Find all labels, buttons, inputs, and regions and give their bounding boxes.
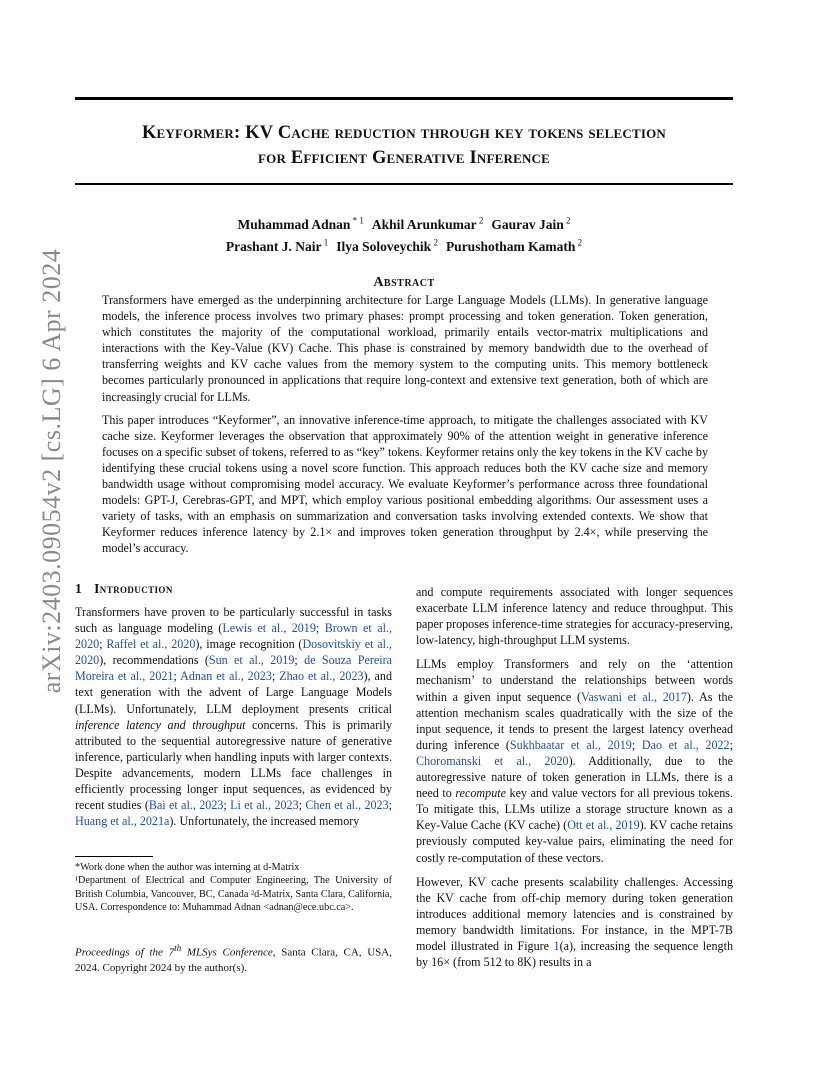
body-text: This paper introduces “Keyformer”, an innovative inference-time approach, to mitigate the challenges associated with KV cache size. Keyformer leverages the observation that approximately 90% of the attention weight in generative inference focuses on a specific subset of tokens, referred to as “key” tokens. Keyformer retains only the key tokens in the KV cache by identifying these crucial tokens using a novel score function. This approach reduces both the KV cache size and memory bandwidth usage without compromising model accuracy. We evaluate Keyformer’s performance across three foundational models: GPT-J, Cerebras-GPT, and MPT, which employ various positional embedding algorithms. Our assessment uses a variety of tasks, with an emphasis on summarization and conversation tasks involving extended contexts. We show that Keyformer reduces inference latency by 2.1× and improves token generation throughput by 2.4×, while preserving the model’s accuracy. [102, 412, 708, 556]
body-text: ), recommendations ( [99, 653, 209, 668]
citation-link[interactable]: Ott et al., 2019 [567, 818, 640, 833]
abstract-heading: Abstract [373, 275, 435, 290]
author [238, 217, 364, 232]
author [226, 239, 328, 254]
right-column-text [416, 584, 733, 978]
citation-link[interactable]: Chen et al., 2023 [305, 798, 389, 813]
paragraph [102, 292, 708, 405]
paragraph [416, 656, 733, 865]
title-line-2 [75, 146, 733, 171]
left-column-text [75, 604, 392, 837]
proceedings-note [75, 941, 392, 976]
proceedings-sup: th [174, 943, 182, 953]
body-text: ). Unfortunately, the increased memory [169, 814, 360, 829]
citation-link[interactable]: Dao et al., 2022 [641, 737, 730, 752]
author-affiliation-mark: 1 [321, 237, 329, 248]
title-line-1 [75, 121, 733, 146]
abstract-body [102, 292, 708, 564]
body-text: ). Additionally, due to the autoregressive nature of token generation in LLMs, there is a need to [416, 753, 733, 801]
body-text: ; [173, 669, 181, 684]
author-row-1 [75, 211, 733, 234]
author-affiliation-mark: * 1 [350, 215, 364, 225]
author-name: Muhammad Adnan [237, 216, 351, 232]
section-number: 1 [75, 581, 83, 596]
body-text: ; [99, 637, 107, 652]
body-text: ), and text generation with the advent of Large Language Models (LLMs). Unfortunately, LLM deployment presents critical [75, 669, 392, 716]
citation-link[interactable]: Sun et al., 2019 [208, 653, 295, 668]
author-name: Ilya Soloveychik [336, 239, 432, 254]
footnote-rule [75, 856, 153, 857]
body-text: However, KV cache presents scalability challenges. Accessing the KV cache from off-chip memory during token generation introduces additional memory latencies and is constrained by memory bandwidth limitations. For instance, in the MPT-7B model illustrated in Figure [416, 874, 733, 953]
title-segment: : [234, 123, 246, 143]
emphasis-text: inference latency and throughput [75, 717, 246, 732]
body-text: ; [298, 798, 306, 813]
body-text: ; [223, 798, 231, 813]
body-text: Transformers have emerged as the underpinning architecture for Large Language Models (LLMs). In generative language models, the inference process involves two primary phases: prompt processing and token generation. Token generation, which constitutes the majority of the computational workload, primarily entails vector-matrix multiplications and interactions with the Key-Value (KV) Cache. This phase is constrained by memory bandwidth due to the overhead of transferring weights and KV cache values from the memory system to the computing units. This memory bottleneck becomes particularly pronounced in applications that require long-context and extensive text generation, both of which are increasingly crucial for LLMs. [102, 293, 708, 404]
citation-link[interactable]: Adnan et al., 2023 [180, 669, 272, 684]
title-segment: Keyformer [141, 123, 234, 143]
body-text: LLMs employ Transformers and rely on the ‘attention mechanism’ to understand the relationships between words within a given input sequence ( [416, 657, 733, 704]
paper-title [75, 121, 733, 171]
citation-link[interactable]: Bai et al., 2023 [148, 798, 224, 813]
citation-link[interactable]: Zhao et al., 2023 [279, 669, 364, 684]
title-rule [75, 183, 733, 185]
author-name: Gaurav Jain [491, 216, 564, 232]
citation-link[interactable]: Raffel et al., 2020 [106, 637, 196, 652]
title-segment: KV Cache reduction through key tokens selection [245, 123, 667, 143]
body-text: ; [294, 653, 305, 668]
body-text: ; [315, 621, 325, 636]
citation-link[interactable]: Vaswani et al., 2017 [581, 689, 687, 704]
citation-link[interactable]: Choromanski et al., 2020 [416, 753, 569, 768]
body-text: concerns. This is primarily attributed to the sequential autoregressive nature of generative inference, particularly when handling inputs with larger contexts. Despite advancements, modern LLMs face challenges in efficiently processing longer input sequences, as evidenced by recent studies ( [75, 717, 392, 813]
footnote-affiliations: ¹Department of Electrical and Computer Engineering, The University of British Columbia, Vancouver, BC, Canada ²d-Matrix, Santa Clara, California, USA. Correspondence to: Muhammad Adnan <adnan@ece.ubc.ca>. [75, 875, 392, 913]
body-text: and compute requirements associated with longer sequences exacerbate LLM inference latency and reduce throughput. This paper proposes inference-time strategies for accuracy-preserving, low-latency, high-throughput LLM systems. [416, 585, 733, 648]
paragraph [416, 584, 733, 648]
citation-link[interactable]: Lewis et al., 2019 [222, 621, 316, 636]
paragraph [102, 412, 708, 557]
footnotes [75, 861, 392, 914]
author [446, 239, 582, 254]
citation-link[interactable]: Huang et al., 2021a [75, 814, 170, 829]
top-rule [75, 97, 733, 100]
author [491, 217, 570, 232]
citation-link[interactable]: 1 [553, 938, 560, 953]
arxiv-identifier-stamp[interactable]: arXiv:2403.09054v2 [cs.LG] 6 Apr 2024 [37, 248, 66, 694]
body-text: ; [729, 737, 733, 752]
paragraph [75, 604, 392, 829]
citation-link[interactable]: Brown et al., 2020 [75, 621, 392, 652]
body-text: Transformers have proven to be particularly successful in tasks such as language modeling ( [75, 605, 392, 636]
body-text: (a), increasing the sequence length by 16× (from 512 to 8K) results in a [416, 938, 733, 970]
author [336, 239, 438, 254]
author-affiliation-mark: 2 [431, 237, 438, 248]
author-name: Prashant J. Nair [225, 239, 322, 254]
proceedings-rest: , Santa Clara, CA, USA, 2024. Copyright 2024 by the author(s). [75, 946, 392, 974]
author [372, 217, 483, 232]
author-affiliation-mark: 2 [563, 215, 571, 225]
author-name: Purushotham Kamath [445, 239, 576, 254]
emphasis-text: recompute [455, 786, 506, 801]
body-text: ), image recognition ( [195, 637, 303, 652]
author-list [75, 211, 733, 256]
section-heading-introduction [75, 581, 173, 597]
citation-link[interactable]: Dosovitskiy et al., 2020 [75, 637, 392, 668]
citation-link[interactable]: Li et al., 2023 [230, 798, 299, 813]
body-text: key and value vectors for all previous tokens. To mitigate this, LLMs utilize a storage structure known as a Key-Value Cache (KV cache) ( [416, 786, 733, 833]
body-text: ). As the attention mechanism scales quadratically with the size of the input sequence, it tends to present the largest latency overhead during inference ( [416, 689, 733, 752]
author-affiliation-mark: 2 [575, 237, 583, 248]
author-affiliation-mark: 2 [476, 215, 484, 225]
proceedings-conf: MLSys Conference [181, 946, 273, 959]
paragraph [416, 874, 733, 971]
proceedings-prefix: Proceedings of the 7 [75, 946, 175, 959]
body-text: ; [271, 669, 280, 684]
footnote-work-done: *Work done when the author was interning at d-Matrix [75, 862, 300, 873]
author-name: Akhil Arunkumar [371, 216, 477, 232]
section-title: Introduction [94, 581, 173, 596]
author-row-2 [75, 234, 733, 257]
title-segment: for Efficient Generative Inference [258, 148, 550, 168]
body-text: ). KV cache retains previously computed key-value pairs, eliminating the need for costly re-computation of these vectors. [416, 818, 733, 865]
body-text: ; [631, 737, 642, 752]
citation-link[interactable]: de Souza Pereira Moreira et al., 2021 [75, 653, 392, 684]
body-text: ; [388, 798, 393, 813]
citation-link[interactable]: Sukhbaatar et al., 2019 [509, 737, 632, 752]
